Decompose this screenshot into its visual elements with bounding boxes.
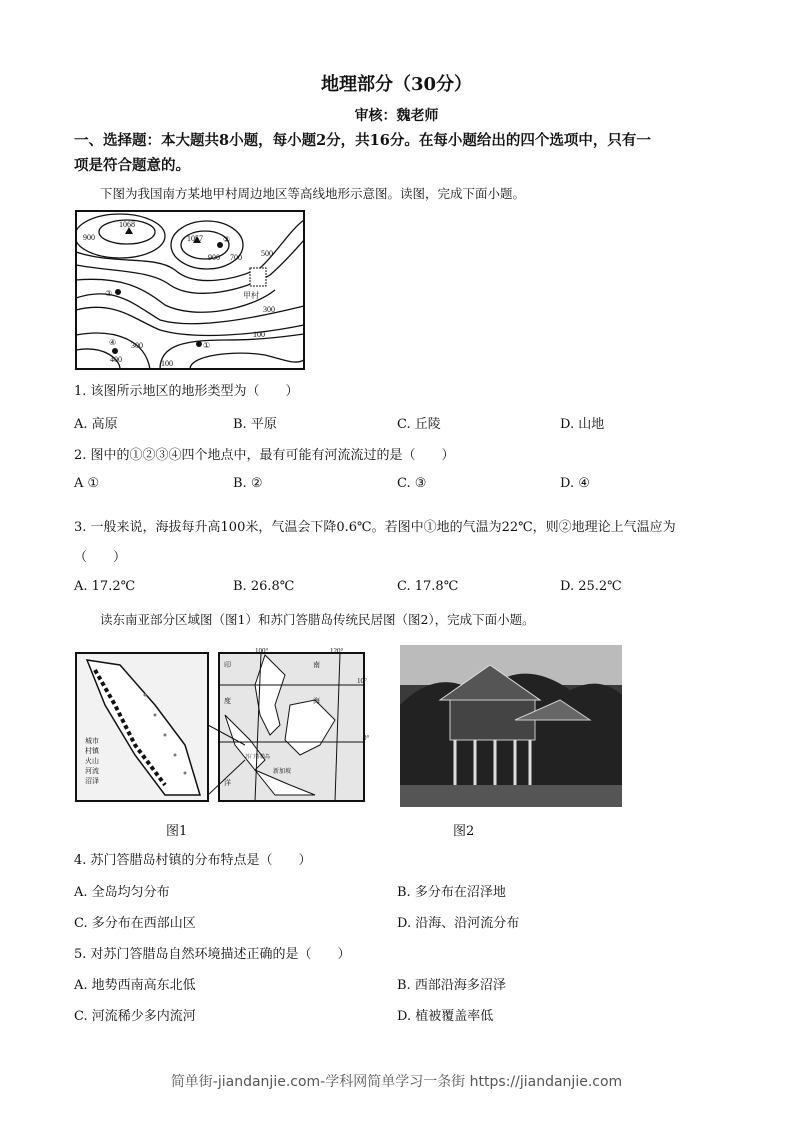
legend-town: 村镇 — [85, 747, 99, 755]
latitude-label: 0° — [363, 734, 370, 742]
city-label: 新加坡 — [273, 769, 292, 775]
option: A. 高原 — [74, 417, 118, 432]
figure-1-caption: 图1 — [166, 824, 188, 839]
option: D. 沿海、沿河流分布 — [397, 916, 520, 931]
option: B. 多分布在沼泽地 — [397, 885, 506, 900]
village-label: 甲村 — [243, 291, 259, 300]
point-label: ① — [203, 341, 211, 350]
legend-swamp: 沼泽 — [85, 777, 99, 785]
option: B. 西部沿海多沼泽 — [397, 978, 506, 993]
figure-2-caption: 图2 — [453, 824, 475, 839]
elevation-label: 500 — [261, 249, 273, 258]
question-5: 5. 对苏门答腊岛自然环境描述正确的是（ ） — [74, 947, 351, 962]
longitude-label: 120° — [330, 647, 344, 655]
option: B. 平原 — [233, 417, 277, 432]
footer-watermark: 简单街-jiandanjie.com-学科网简单学习一条街 https://jiandanjie.com — [170, 1074, 623, 1090]
sea-label: 南 — [313, 661, 320, 669]
option: A ① — [74, 476, 100, 491]
contour-map — [75, 210, 307, 372]
southeast-asia-map — [75, 645, 377, 805]
option: C. 多分布在西部山区 — [74, 916, 196, 931]
option: B. ② — [233, 476, 263, 491]
option: A. 地势西南高东北低 — [74, 978, 196, 993]
traditional-house-photo — [400, 645, 622, 807]
intro-1: 下图为我国南方某地甲村周边地区等高线地形示意图。读图，完成下面小题。 — [100, 186, 526, 201]
ocean-label: 度 — [224, 697, 231, 705]
legend-city: 城市 — [85, 737, 99, 745]
option: C. 丘陵 — [397, 417, 441, 432]
elevation-label: 900 — [83, 233, 95, 242]
elevation-label: 300 — [263, 305, 275, 314]
option: C. ③ — [397, 476, 427, 491]
island-label: 苏门答腊岛 — [245, 755, 271, 760]
option: D. 植被覆盖率低 — [397, 1009, 494, 1024]
option: C. 河流稀少多内流河 — [74, 1009, 196, 1024]
ocean-label: 印 — [224, 661, 231, 669]
section-heading: 一、选择题：本大题共8小题，每小题2分，共16分。在每小题给出的四个选项中，只有一 — [74, 132, 651, 149]
elevation-label: 400 — [110, 355, 122, 364]
elevation-label: 300 — [131, 341, 143, 350]
elevation-label: 1068 — [119, 220, 135, 229]
question-3-cont: （ ） — [74, 550, 127, 565]
point-label: ③ — [105, 289, 113, 298]
intro-2: 读东南亚部分区域图（图1）和苏门答腊岛传统民居图（图2），完成下面小题。 — [100, 612, 535, 627]
option: A. 全岛均匀分布 — [74, 885, 170, 900]
page-title: 地理部分（30分） — [320, 74, 473, 95]
option: D. 山地 — [560, 417, 605, 432]
elevation-label: 100 — [161, 359, 173, 368]
ocean-label: 洋 — [224, 779, 231, 787]
legend-river: 河流 — [85, 767, 99, 775]
legend-volcano: 火山 — [85, 757, 99, 765]
question-4: 4. 苏门答腊岛村镇的分布特点是（ ） — [74, 853, 312, 868]
option: A. 17.2℃ — [74, 579, 136, 594]
option: B. 26.8℃ — [233, 579, 295, 594]
longitude-label: 100° — [255, 647, 269, 655]
elevation-label: 1057 — [187, 234, 203, 243]
question-3: 3. 一般来说，海拔每升高100米，气温会下降0.6℃。若图中①地的气温为22℃，则②地理论上气温应为 — [74, 520, 676, 535]
option: D. ④ — [560, 476, 590, 491]
point-label: ② — [223, 235, 231, 244]
question-1: 1. 该图所示地区的地形类型为（ ） — [74, 384, 299, 399]
latitude-label: 10° — [357, 677, 367, 685]
point-label: ④ — [109, 338, 117, 347]
elevation-label: 900 — [208, 253, 220, 262]
question-2: 2. 图中的①②③④四个地点中，最有可能有河流流过的是（ ） — [74, 448, 455, 463]
option: C. 17.8℃ — [397, 579, 459, 594]
elevation-label: 100 — [253, 330, 265, 339]
elevation-label: 700 — [230, 253, 242, 262]
section-heading-cont: 项是符合题意的。 — [74, 157, 190, 174]
option: D. 25.2℃ — [560, 579, 622, 594]
sea-label: 海 — [313, 697, 320, 705]
reviewer: 审核：魏老师 — [354, 108, 439, 124]
